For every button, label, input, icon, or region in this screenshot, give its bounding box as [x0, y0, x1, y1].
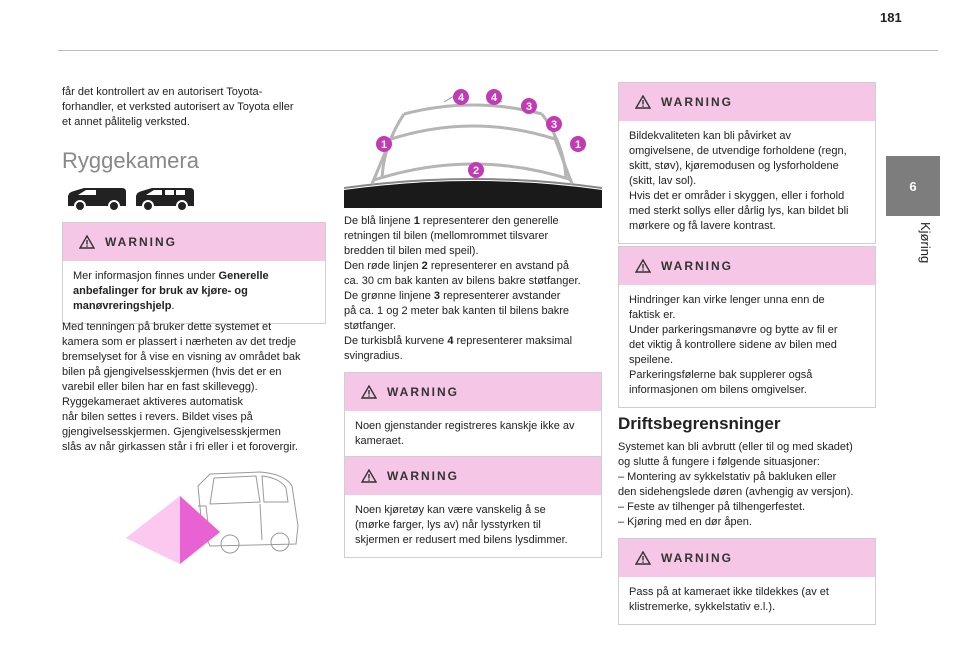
desc-3-number: 3	[433, 290, 441, 302]
warning-box-6	[618, 538, 876, 625]
warning-box-4	[618, 82, 876, 244]
svg-text:3: 3	[525, 101, 533, 113]
warning-header	[619, 247, 875, 285]
chapter-label: Kjøring	[918, 222, 933, 264]
warning-triangle-icon	[361, 469, 377, 483]
warning-header	[619, 539, 875, 577]
svg-text:2: 2	[472, 165, 480, 177]
warning-header	[345, 373, 601, 411]
warning-triangle-icon	[79, 235, 95, 249]
svg-text:4: 4	[490, 92, 498, 104]
desc-3-text: De grønne linjene	[344, 290, 434, 302]
svg-text:1: 1	[380, 139, 388, 151]
callout-1-right	[570, 136, 586, 152]
desc-1-number: 1	[413, 215, 420, 227]
warning-triangle-icon	[635, 95, 651, 109]
section-heading-limitations: Driftsbegrensninger	[618, 414, 781, 433]
callout-3-lower	[546, 116, 562, 132]
warning-body: Bildekvaliteten kan bli påvirket av omgivelsene, de utvendige forholdene (regn, skitt, støv), kjøremodusen og lysforholdene (skitt, lav sol). Hvis det er områder i skyggen, eller i forhold med sterkt sollys eller dårlig lys, kan bildet bli mørkere og få lavere kontrast.	[629, 130, 849, 232]
warning-title: WARNING	[105, 235, 177, 249]
chapter-tab[interactable]: 6	[886, 156, 940, 216]
limitations-text: Systemet kan bli avbrutt (eller til og med skadet) og slutte å fungere i følgende situasjoner: – Montering av sykkelstativ på bakluken eller den sidehengslede døren (avhengig av versjon). – Feste av tilhenger på tilhengerfestet. – Kjøring med en dør åpen.	[618, 441, 854, 528]
callout-3-upper	[521, 98, 537, 114]
svg-text:1: 1	[574, 139, 582, 151]
callout-4-left	[453, 89, 469, 105]
svg-text:4: 4	[457, 92, 465, 104]
section-heading-rear-camera: Ryggekamera	[62, 148, 199, 173]
desc-2-text-rest: representerer en avstand på ca. 30 cm bak kanten av bilens bakre støtfanger.	[344, 260, 581, 287]
rear-camera-description: Med tenningen på bruker dette systemet et kamera som er plassert i nærheten av det tredje bremselyset for å vise en visning av området bak bilen på gjengivelsesskjermen (hvis det er en varebil eller bilen har en fast skillevegg). Ryggekameraet aktiveres automatisk når bilen settes i revers. Bildet vises på gjengivelsesskjermen. Gjengivelsesskjermen slås av når girkassen står i fri eller i et forovergir.	[62, 321, 301, 453]
callout-1-left	[376, 136, 392, 152]
desc-2-number: 2	[421, 260, 428, 272]
warning-title: WARNING	[661, 95, 733, 109]
warning-title: WARNING	[661, 259, 733, 273]
warning-header	[345, 457, 601, 495]
warning-box-3	[344, 456, 602, 558]
warning-body: Noen kjøretøy kan være vanskelig å se (mørke farger, lys av) når lysstyrken til skjermen er redusert med bilens lysdimmer.	[355, 504, 568, 546]
warning-triangle-icon	[361, 385, 377, 399]
warning-triangle-icon	[635, 551, 651, 565]
warning-triangle-icon	[635, 259, 651, 273]
intro-text: får det kontrollert av en autorisert Toyota- forhandler, et verksted autorisert av Toyota eller et annet pålitelig verksted.	[62, 86, 294, 128]
desc-3-text-rest: representerer avstander på ca. 1 og 2 meter bak kanten til bilens bakre støtfanger.	[344, 290, 570, 332]
warning-title: WARNING	[387, 469, 459, 483]
warning-title: WARNING	[387, 385, 459, 399]
warning-box-5	[618, 246, 876, 408]
svg-text:3: 3	[550, 119, 558, 131]
desc-4-text-rest: representerer maksimal svingradius.	[344, 335, 573, 362]
vehicle-icons	[66, 186, 196, 217]
warning-body: Noen gjenstander registreres kanskje ikke av kameraet.	[355, 420, 575, 447]
desc-1-text: De blå linjene	[344, 215, 414, 227]
callout-2	[468, 162, 484, 178]
desc-2-text: Den røde linjen	[344, 260, 422, 272]
van-silhouette-icon	[66, 186, 196, 212]
warning-link-general-recommendations[interactable]: Generelle anbefalinger for bruk av kjøre- og manøvreringshjelp	[73, 270, 269, 312]
warning-header	[619, 83, 875, 121]
warning-body-text: Mer informasjon finnes under	[73, 270, 219, 282]
header-rule	[58, 50, 938, 51]
page-number: 181	[880, 10, 902, 25]
desc-4-number: 4	[447, 335, 454, 347]
camera-guideline-illustration	[344, 84, 602, 213]
warning-box-1	[62, 222, 326, 324]
guideline-descriptions	[344, 214, 602, 364]
warning-body: Pass på at kameraet ikke tildekkes (av et klistremerke, sykkelstativ e.l.).	[629, 586, 829, 613]
warning-header	[63, 223, 325, 261]
warning-title: WARNING	[661, 551, 733, 565]
warning-body	[63, 261, 325, 323]
warning-box-2	[344, 372, 602, 459]
desc-1-text-rest: representerer den generelle retningen til bilen (mellomrommet tilsvarer bredden til bilen med speil).	[344, 215, 559, 257]
desc-4-text: De turkisblå kurvene	[344, 335, 448, 347]
rear-camera-illustration	[110, 466, 350, 581]
warning-body-period: .	[171, 300, 175, 312]
callout-4-right	[486, 89, 502, 105]
warning-body: Hindringer kan virke lenger unna enn de faktisk er. Under parkeringsmanøvre og bytte av fil er det viktig å kontrollere sidene av bilen med speilene. Parkeringsfølerne bak supplerer også informasjonen om bilens omgivelser.	[629, 294, 838, 396]
